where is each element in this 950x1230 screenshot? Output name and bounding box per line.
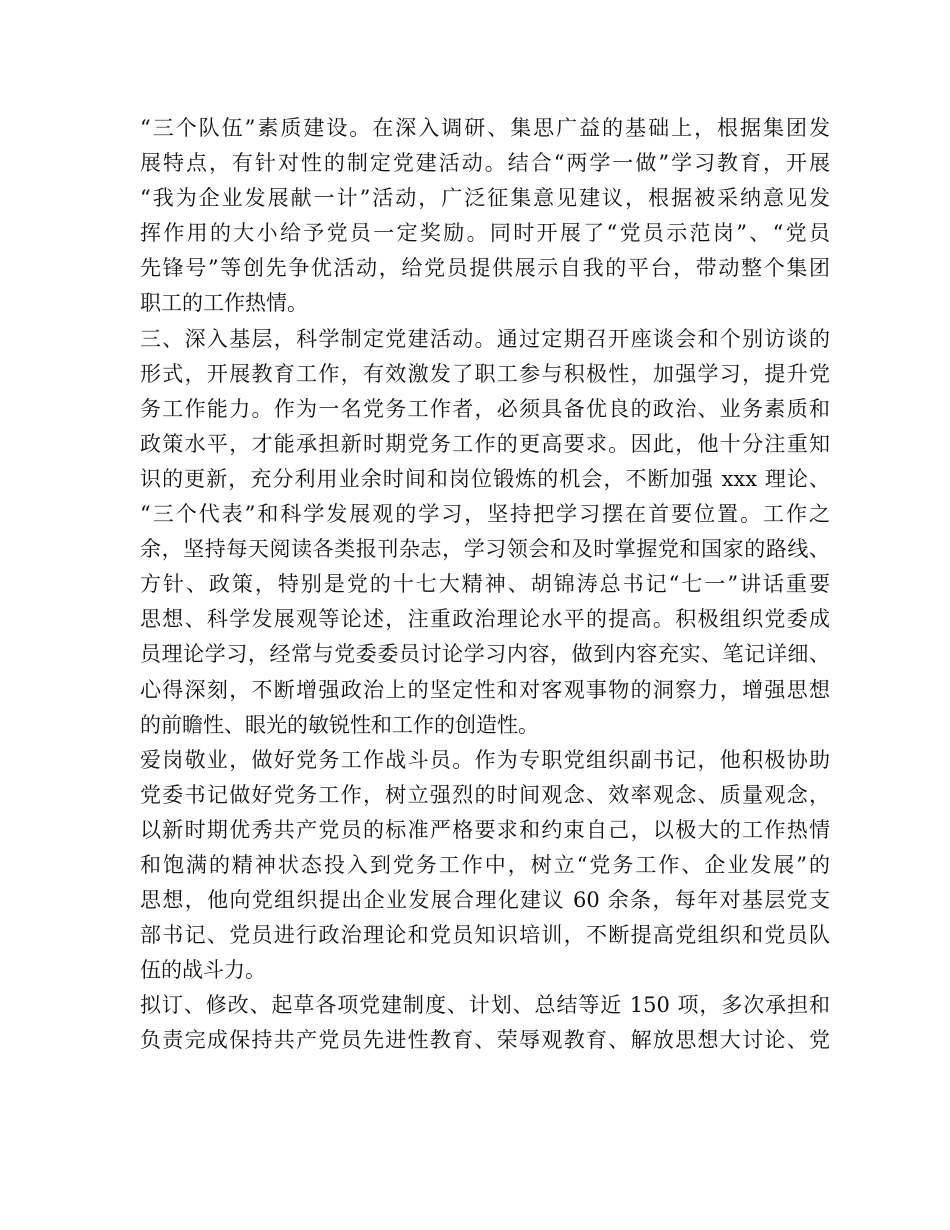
text-line: 拟订、修改、起草各项党建制度、计划、总结等近 150 项，多次承担和	[140, 993, 830, 1018]
text-line: 余，坚持每天阅读各类报刊杂志，学习领会和及时掌握党和国家的路线、	[140, 537, 830, 562]
text-line: 部书记、党员进行政治理论和党员知识培训，不断提高党组织和党员队	[140, 923, 830, 948]
text-line: 党委书记做好党务工作，树立强烈的时间观念、效率观念、质量观念，	[140, 782, 830, 807]
text-line: 展特点，有针对性的制定党建活动。结合“两学一做”学习教育，开展	[140, 151, 830, 176]
text-line: 思想，他向党组织提出企业发展合理化建议 60 余条，每年对基层党支	[140, 888, 830, 913]
text-line: 和饱满的精神状态投入到党务工作中，树立“党务工作、企业发展”的	[140, 852, 830, 877]
text-line: 形式，开展教育工作，有效激发了职工参与积极性，加强学习，提升党	[140, 361, 830, 386]
text-line: “三个代表”和科学发展观的学习，坚持把学习摆在首要位置。工作之	[140, 502, 830, 527]
document-body	[140, 111, 830, 1059]
text-line: 伍的战斗力。	[140, 958, 266, 983]
text-line: 员理论学习，经常与党委委员讨论学习内容，做到内容充实、笔记详细、	[140, 642, 830, 667]
text-line: 以新时期优秀共产党员的标准严格要求和约束自己，以极大的工作热情	[140, 817, 830, 842]
text-line: 的前瞻性、眼光的敏锐性和工作的创造性。	[140, 712, 539, 737]
text-line: 思想、科学发展观等论述，注重政治理论水平的提高。积极组织党委成	[140, 607, 830, 632]
text-line: 先锋号”等创先争优活动，给党员提供展示自我的平台，带动整个集团	[140, 256, 830, 281]
text-line: 职工的工作热情。	[140, 291, 308, 316]
text-line: 方针、政策，特别是党的十七大精神、胡锦涛总书记“七一”讲话重要	[140, 572, 830, 597]
text-line: “三个队伍”素质建设。在深入调研、集思广益的基础上，根据集团发	[140, 116, 830, 140]
text-line: 政策水平，才能承担新时期党务工作的更高要求。因此，他十分注重知	[140, 431, 830, 456]
text-line: 务工作能力。作为一名党务工作者，必须具备优良的政治、业务素质和	[140, 396, 830, 421]
text-line: 心得深刻，不断增强政治上的坚定性和对客观事物的洞察力，增强思想	[140, 677, 830, 702]
text-line: 爱岗敬业，做好党务工作战斗员。作为专职党组织副书记，他积极协助	[140, 747, 830, 772]
text-line: 识的更新，充分利用业余时间和岗位锻炼的机会，不断加强 xxx 理论、	[140, 466, 830, 491]
text-line: 三、深入基层，科学制定党建活动。通过定期召开座谈会和个别访谈的	[140, 326, 830, 351]
text-line: “我为企业发展献一计”活动，广泛征集意见建议，根据被采纳意见发	[140, 186, 830, 211]
text-line: 负责完成保持共产党员先进性教育、荣辱观教育、解放思想大讨论、党	[140, 1028, 830, 1053]
text-line: 挥作用的大小给予党员一定奖励。同时开展了“党员示范岗”、“党员	[140, 221, 830, 246]
